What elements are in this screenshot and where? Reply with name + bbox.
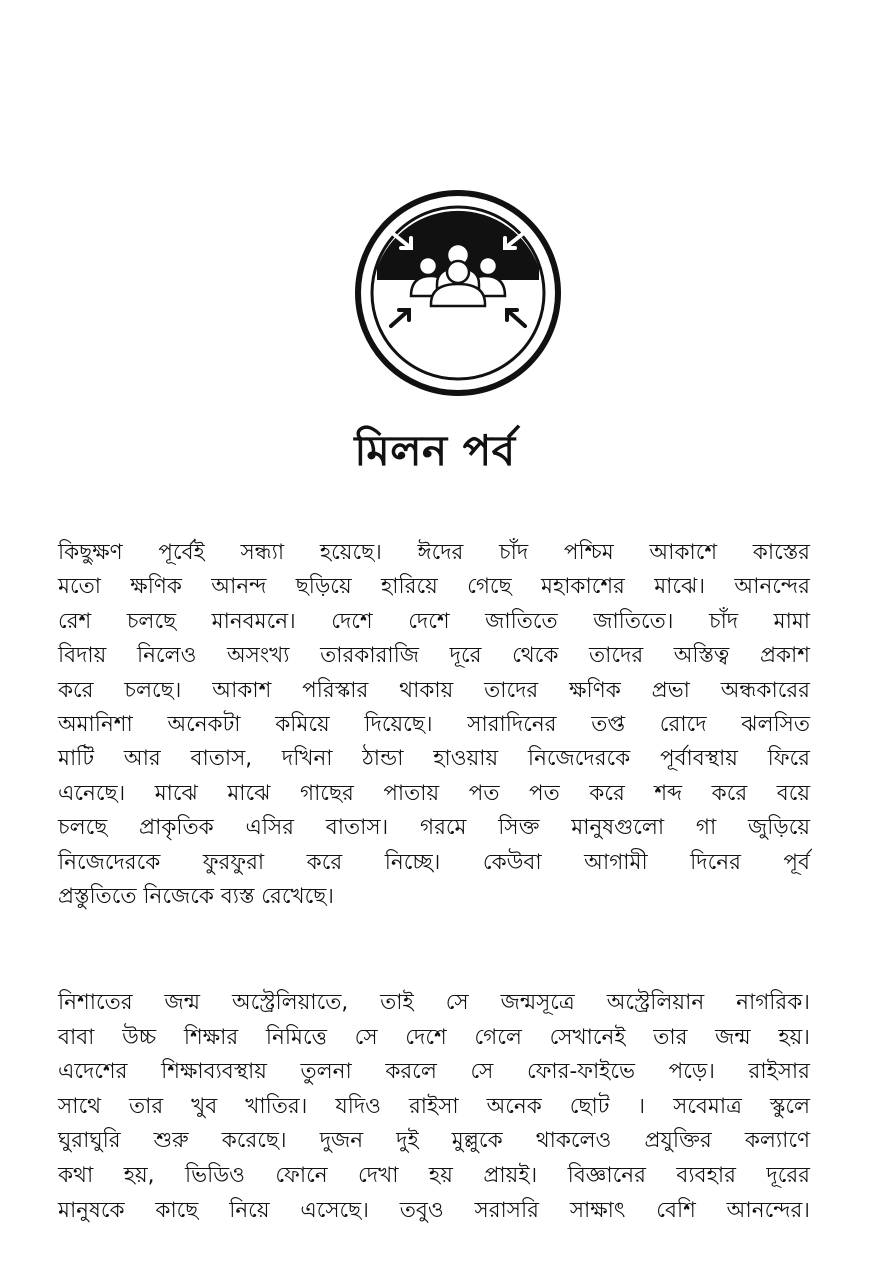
paragraph-2 [58,986,810,1228]
chapter-title: মিলন পর্ব [354,426,516,475]
paragraph-line: সাথে তার খুব খাতির। যদিও রাইসা অনেক ছোট । সবেমাত্র স্কুলে [58,1093,810,1119]
paragraph-line: প্রস্তুতিতে নিজেকে ব্যস্ত রেখেছে। [58,884,334,910]
paragraph-line: বিদায় নিলেও অসংখ্য তারকারাজি দূরে থেকে তাদের অস্তিত্ব প্রকাশ [58,643,810,669]
paragraph-line: কথা হয়, ভিডিও ফোনে দেখা হয় প্রায়ই। বিজ্ঞানের ব্যবহার দূরের [58,1162,810,1188]
paragraph-line: বাবা উচ্চ শিক্ষার নিমিত্তে সে দেশে গেলে সেখানেই তার জন্ম হয়। [58,1024,810,1050]
paragraph-line: নিজেদেরকে ফুরফুরা করে নিচ্ছে। কেউবা আগামী দিনের পূর্ব [58,849,810,875]
paragraph-line: রেশ চলছে মানবমনে। দেশে দেশে জাতিতে জাতিতে। চাঁদ মামা [58,608,810,634]
paragraph-line: এনেছে। মাঝে মাঝে গাছের পাতায় পত পত করে শব্দ করে বয়ে [58,780,810,806]
paragraph-line: অমানিশা অনেকটা কমিয়ে দিয়েছে। সারাদিনের তপ্ত রোদে ঝলসিত [58,712,810,738]
paragraph-line: চলছে প্রাকৃতিক এসির বাতাস। গরমে সিক্ত মানুষগুলো গা জুড়িয়ে [58,815,810,841]
paragraph-1 [58,536,810,914]
paragraph-line: মতো ক্ষণিক আনন্দ ছড়িয়ে হারিয়ে গেছে মহাকাশের মাঝে। আনন্দের [58,574,810,600]
paragraph-line: মাটি আর বাতাস, দখিনা ঠান্ডা হাওয়ায় নিজেদেরকে পূর্বাবস্থায় ফিরে [58,746,810,772]
gathering-people-icon [339,188,577,398]
paragraph-line: এদেশের শিক্ষাব্যবস্থায় তুলনা করলে সে ফোর-ফাইভে পড়ে। রাইসার [58,1059,810,1085]
paragraph-line: কিছুক্ষণ পূর্বেই সন্ধ্যা হয়েছে। ঈদের চাঁদ পশ্চিম আকাশে কাস্তের [58,540,810,565]
paragraph-line: নিশাতের জন্ম অস্ট্রেলিয়াতে, তাই সে জন্মসূত্রে অস্ট্রেলিয়ান নাগরিক। [58,990,810,1015]
paragraph-line: ঘুরাঘুরি শুরু করেছে। দুজন দুই মুল্লুকে থাকলেও প্রযুক্তির কল্যাণে [58,1128,810,1154]
paragraph-line: মানুষকে কাছে নিয়ে এসেছে। তবুও সরাসরি সাক্ষাৎ বেশি আনন্দের। [58,1197,810,1223]
paragraph-line: করে চলছে। আকাশ পরিস্কার থাকায় তাদের ক্ষণিক প্রভা অন্ধকারের [58,677,810,703]
